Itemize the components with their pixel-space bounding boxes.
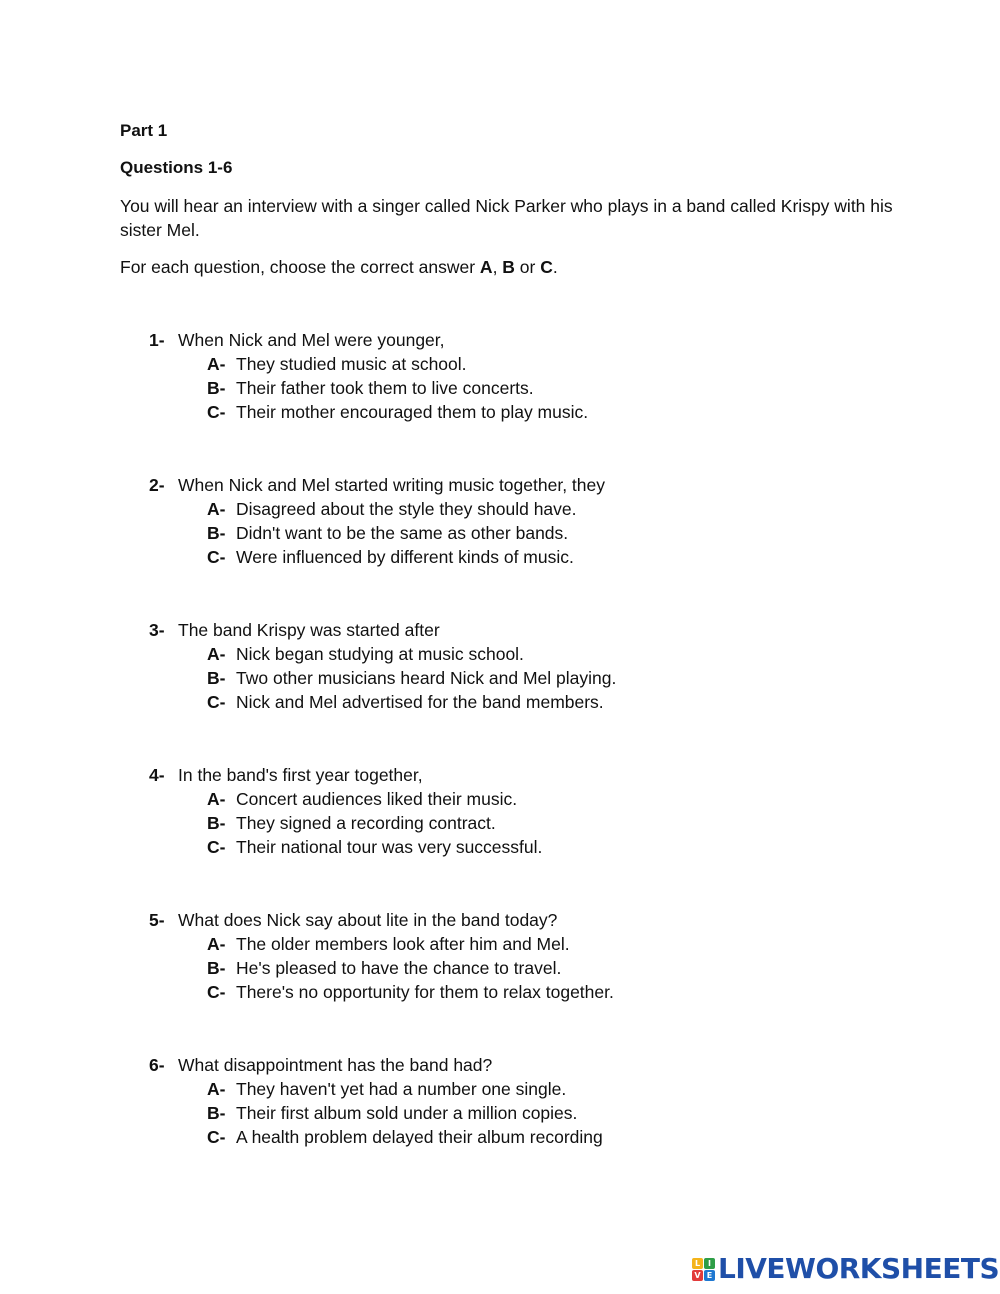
option-a[interactable] — [149, 932, 869, 956]
option-text: They haven't yet had a number one single. — [236, 1079, 567, 1099]
option-a[interactable] — [149, 787, 869, 811]
option-letter: A- — [207, 644, 226, 664]
logo-tile: E — [704, 1270, 715, 1281]
questions-range-title: Questions 1-6 — [120, 158, 233, 177]
option-text: The older members look after him and Mel. — [236, 934, 570, 954]
option-a[interactable] — [149, 642, 869, 666]
instruction-separator: , — [492, 257, 503, 277]
option-a[interactable] — [149, 352, 869, 376]
instruction-suffix: . — [552, 257, 558, 277]
option-letter: A- — [207, 789, 226, 809]
question-1 — [149, 328, 869, 424]
liveworksheets-logo — [692, 1254, 999, 1284]
option-text: Their father took them to live concerts. — [236, 378, 534, 398]
logo-text: LIVEWORKSHEETS — [718, 1252, 1000, 1285]
option-text: Disagreed about the style they should have. — [236, 499, 577, 519]
question-text: When Nick and Mel were younger, — [178, 330, 445, 350]
option-text: They signed a recording contract. — [236, 813, 496, 833]
option-a[interactable] — [149, 497, 869, 521]
option-c[interactable] — [149, 1125, 869, 1149]
question-number: 6- — [149, 1055, 165, 1075]
option-letter: A- — [207, 1079, 226, 1099]
option-letter: C- — [207, 1127, 226, 1147]
option-letter: B- — [207, 668, 226, 688]
logo-tile: L — [692, 1258, 703, 1269]
option-letter: B- — [207, 958, 226, 978]
logo-tile: V — [692, 1270, 703, 1281]
option-text: Concert audiences liked their music. — [236, 789, 518, 809]
option-b[interactable] — [149, 666, 869, 690]
option-b[interactable] — [149, 811, 869, 835]
option-letter: A- — [207, 499, 226, 519]
option-letter: C- — [207, 982, 226, 1002]
option-c[interactable] — [149, 690, 869, 714]
logo-icon — [692, 1258, 715, 1281]
option-text: He's pleased to have the chance to travel. — [236, 958, 562, 978]
option-c[interactable] — [149, 400, 869, 424]
option-c[interactable] — [149, 835, 869, 859]
question-3 — [149, 618, 869, 714]
instruction-prefix: For each question, choose the correct answer — [120, 257, 480, 277]
option-a[interactable] — [149, 1077, 869, 1101]
option-letter: C- — [207, 837, 226, 857]
option-c[interactable] — [149, 545, 869, 569]
option-letter: B- — [207, 378, 226, 398]
option-text: Their mother encouraged them to play music. — [236, 402, 589, 422]
option-b[interactable] — [149, 376, 869, 400]
option-letter: B- — [207, 523, 226, 543]
option-text: There's no opportunity for them to relax together. — [236, 982, 614, 1002]
question-6 — [149, 1053, 869, 1149]
option-text: Nick and Mel advertised for the band members. — [236, 692, 604, 712]
logo-tile: I — [704, 1258, 715, 1269]
option-text: Their national tour was very successful. — [236, 837, 543, 857]
option-letter: C- — [207, 692, 226, 712]
instruction-paragraph — [120, 255, 558, 279]
question-2 — [149, 473, 869, 569]
option-text: They studied music at school. — [236, 354, 467, 374]
question-5 — [149, 908, 869, 1004]
question-number: 1- — [149, 330, 165, 350]
question-text: In the band's first year together, — [178, 765, 423, 785]
option-letter: A- — [207, 934, 226, 954]
option-letter: A- — [207, 354, 226, 374]
option-c[interactable] — [149, 980, 869, 1004]
question-number: 4- — [149, 765, 165, 785]
question-text: When Nick and Mel started writing music together, they — [178, 475, 605, 495]
option-text: A health problem delayed their album recording — [236, 1127, 603, 1147]
option-text: Were influenced by different kinds of music. — [236, 547, 574, 567]
option-letter: B- — [207, 813, 226, 833]
option-text: Their first album sold under a million copies. — [236, 1103, 578, 1123]
question-number: 2- — [149, 475, 165, 495]
question-text: What does Nick say about lite in the band today? — [178, 910, 558, 930]
instruction-option-a: A — [479, 257, 493, 277]
part-title: Part 1 — [120, 121, 168, 140]
option-letter: B- — [207, 1103, 226, 1123]
option-b[interactable] — [149, 956, 869, 980]
intro-paragraph: You will hear an interview with a singer called Nick Parker who plays in a band called Krispy with his sister Mel. — [120, 196, 893, 240]
option-b[interactable] — [149, 1101, 869, 1125]
question-number: 3- — [149, 620, 165, 640]
instruction-separator: or — [514, 257, 541, 277]
question-number: 5- — [149, 910, 165, 930]
option-letter: C- — [207, 547, 226, 567]
question-text: What disappointment has the band had? — [178, 1055, 493, 1075]
question-4 — [149, 763, 869, 859]
question-text: The band Krispy was started after — [178, 620, 440, 640]
option-letter: C- — [207, 402, 226, 422]
option-text: Two other musicians heard Nick and Mel playing. — [236, 668, 617, 688]
instruction-option-b: B — [502, 257, 515, 277]
option-text: Didn't want to be the same as other bands. — [236, 523, 569, 543]
option-b[interactable] — [149, 521, 869, 545]
option-text: Nick began studying at music school. — [236, 644, 524, 664]
instruction-option-c: C — [540, 257, 553, 277]
